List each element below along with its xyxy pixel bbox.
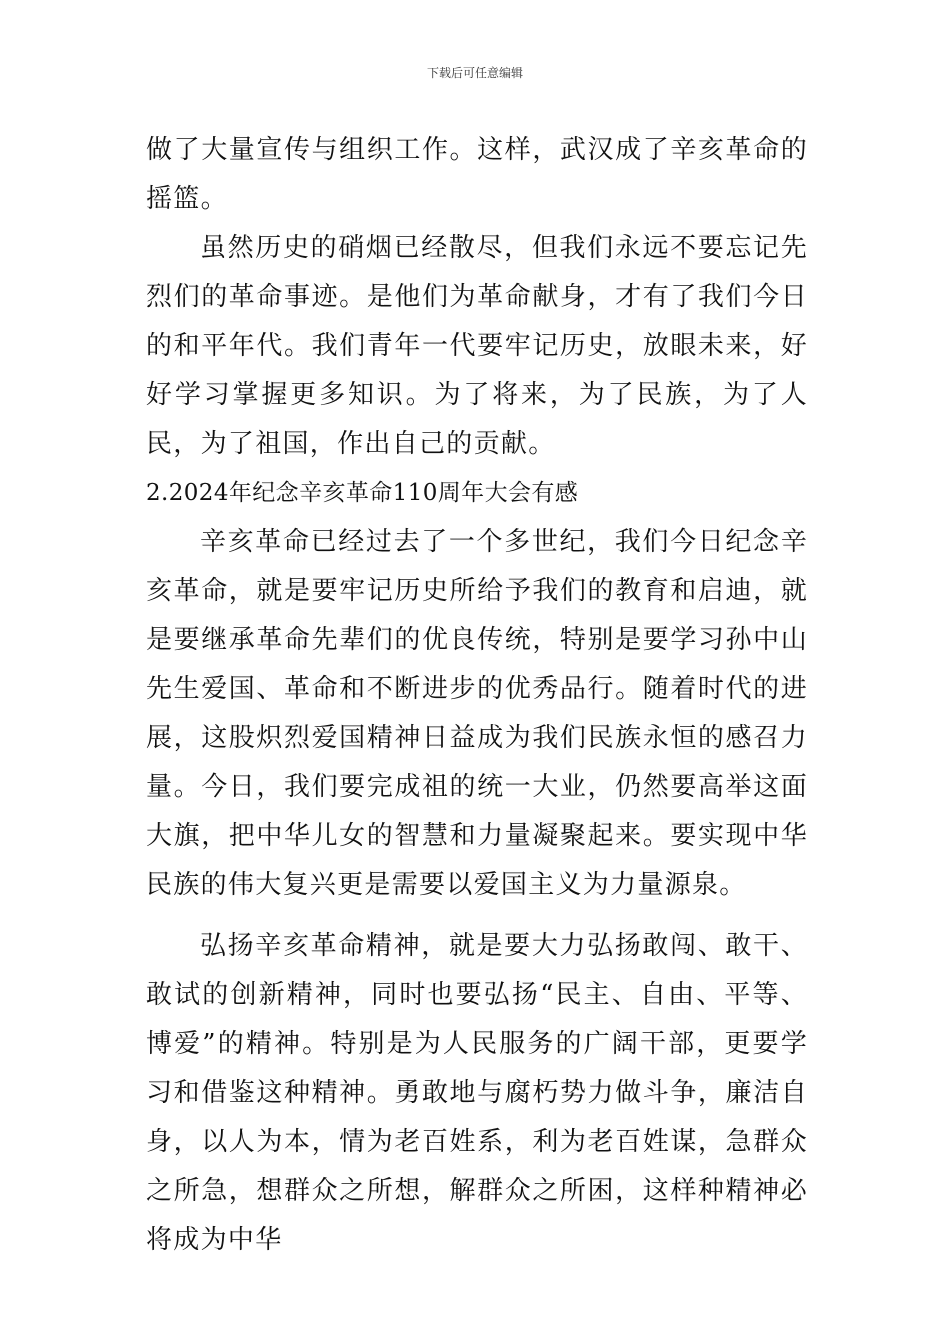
paragraph-continuation: 做了大量宣传与组织工作。这样，武汉成了辛亥革命的摇篮。 [146,135,808,214]
paragraph-commemoration: 辛亥革命已经过去了一个多世纪，我们今日纪念辛亥革命，就是要牢记历史所给予我们的教育和启迪，就是要继承革命先辈们的优良传统，特别是要学习孙中山先生爱国、革命和不断进步的优秀品行。随着时代的进展，这股炽烈爱国精神日益成为我们民族永恒的感召力量。今日，我们要完成祖的统一大业，仍然要高举这面大旗，把中华儿女的智慧和力量凝聚起来。要实现中华民族的伟大复兴更是需要以爱国主义为力量源泉。 [146,527,808,900]
section-heading: 2.2024年纪念辛亥革命110周年大会有感 [146,480,579,506]
page-header-note: 下载后可任意编辑 [426,66,523,80]
paragraph-revolution-spirit: 弘扬辛亥革命精神，就是要大力弘扬敢闯、敢干、敢试的创新精神，同时也要弘扬“民主、自由、平等、博爱”的精神。特别是为人民服务的广阔干部，更要学习和借鉴这种精神。勇敢地与腐朽势力做斗争，廉洁自身，以人为本，情为老百姓系，利为老百姓谋，急群众之所急，想群众之所想，解群众之所困，这样种精神必将成为中华 [146,931,808,1255]
document-body [146,126,808,1265]
paragraph-remember-history: 虽然历史的硝烟已经散尽，但我们永远不要忘记先烈们的革命事迹。是他们为革命献身，才有了我们今日的和平年代。我们青年一代要牢记历史，放眼未来，好好学习掌握更多知识。为了将来，为了民族，为了人民，为了祖国，作出自己的贡献。 [146,233,808,459]
